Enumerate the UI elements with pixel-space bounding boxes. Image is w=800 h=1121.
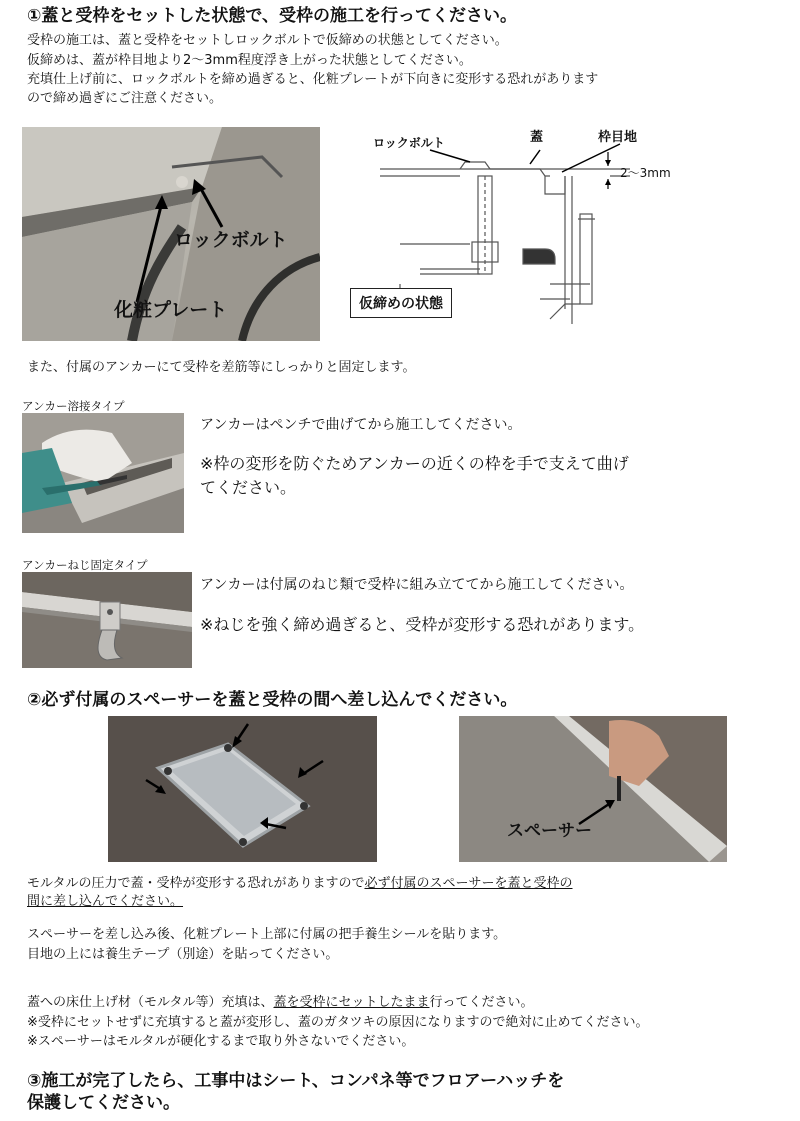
spacer-insert-photo — [459, 716, 727, 862]
para3-plain-b: 行ってください。 — [429, 995, 534, 1010]
section1-line: ので締め過ぎにご注意ください。 — [27, 91, 223, 106]
photo-label-cosmetic-plate: 化粧プレート — [114, 299, 228, 321]
section2-para3-line: ※受枠にセットせずに充填すると蓋が変形し、蓋のガタツキの原因になりますので絶対に止めてください。 — [27, 1015, 649, 1030]
anchor-weld-label: アンカー溶接タイプ — [22, 399, 125, 413]
para3-underlined: 蓋を受枠にセットしたまま — [273, 995, 430, 1010]
anchor-fix-note: また、付属のアンカーにて受枠を差筋等にしっかりと固定します。 — [27, 360, 416, 375]
section2-para2-line: 目地の上には養生テープ（別途）を貼ってください。 — [27, 947, 339, 962]
lock-bolt-photo — [22, 127, 320, 341]
section1-line: 仮締めは、蓋が枠目地より2～3mm程度浮き上がった状態としてください。 — [27, 53, 472, 68]
section1-line: 受枠の施工は、蓋と受枠をセットしロックボルトで仮締めの状態としてください。 — [27, 33, 508, 48]
anchor-screw-photo — [22, 572, 192, 668]
section3-heading-line2: 保護してください。 — [27, 1093, 180, 1113]
spacer-lid-photo — [108, 716, 377, 862]
section3-heading-line1: ③施工が完了したら、工事中はシート、コンパネ等でフロアーハッチを — [27, 1071, 565, 1091]
anchor-weld-note-line1: ※枠の変形を防ぐためアンカーの近くの枠を手で支えて曲げ — [200, 454, 629, 473]
section1-heading: ①蓋と受枠をセットした状態で、受枠の施工を行ってください。 — [27, 6, 518, 26]
anchor-screw-note: ※ねじを強く締め過ぎると、受枠が変形する恐れがあります。 — [200, 615, 645, 634]
para1-plain: モルタルの圧力で蓋・受枠が変形する恐れがありますので — [27, 876, 365, 891]
anchor-weld-text: アンカーはペンチで曲げてから施工してください。 — [200, 417, 522, 433]
para1-underlined-a: 必ず付属のスペーサーを蓋と受枠の — [364, 876, 573, 891]
section2-para2-line: スペーサーを差し込み後、化粧プレート上部に付属の把手養生シールを貼ります。 — [27, 927, 507, 942]
anchor-weld-note-line2: てください。 — [200, 478, 297, 497]
section2-para3-line: ※スペーサーはモルタルが硬化するまで取り外さないでください。 — [27, 1034, 415, 1049]
anchor-screw-label: アンカーねじ固定タイプ — [22, 558, 148, 572]
section2-heading: ②必ず付属のスペーサーを蓋と受枠の間へ差し込んでください。 — [27, 690, 518, 710]
anchor-screw-text: アンカーは付属のねじ類で受枠に組み立ててから施工してください。 — [200, 577, 634, 593]
diagram-label-temporary-state: 仮締めの状態 — [350, 288, 452, 318]
lock-bolt-section-diagram — [340, 124, 720, 334]
diagram-label-lid: 蓋 — [530, 130, 544, 145]
para3-plain-a: 蓋への床仕上げ材（モルタル等）充填は、 — [27, 995, 274, 1010]
diagram-label-lock-bolt: ロックボルト — [373, 136, 445, 150]
diagram-label-gap: 2～3mm — [620, 166, 671, 180]
section2-para1-line1 — [27, 876, 573, 892]
section1-line: 充填仕上げ前に、ロックボルトを締め過ぎると、化粧プレートが下向きに変形する恐れがあります — [27, 72, 599, 87]
photo-label-lock-bolt: ロックボルト — [174, 229, 288, 251]
anchor-weld-photo — [22, 413, 184, 533]
diagram-label-frame-joint: 枠目地 — [598, 130, 638, 145]
spacer-label: スペーサー — [507, 821, 592, 841]
section2-para3-line1 — [27, 995, 534, 1011]
section2-para1-line2: 間に差し込んでください。 — [27, 894, 184, 909]
